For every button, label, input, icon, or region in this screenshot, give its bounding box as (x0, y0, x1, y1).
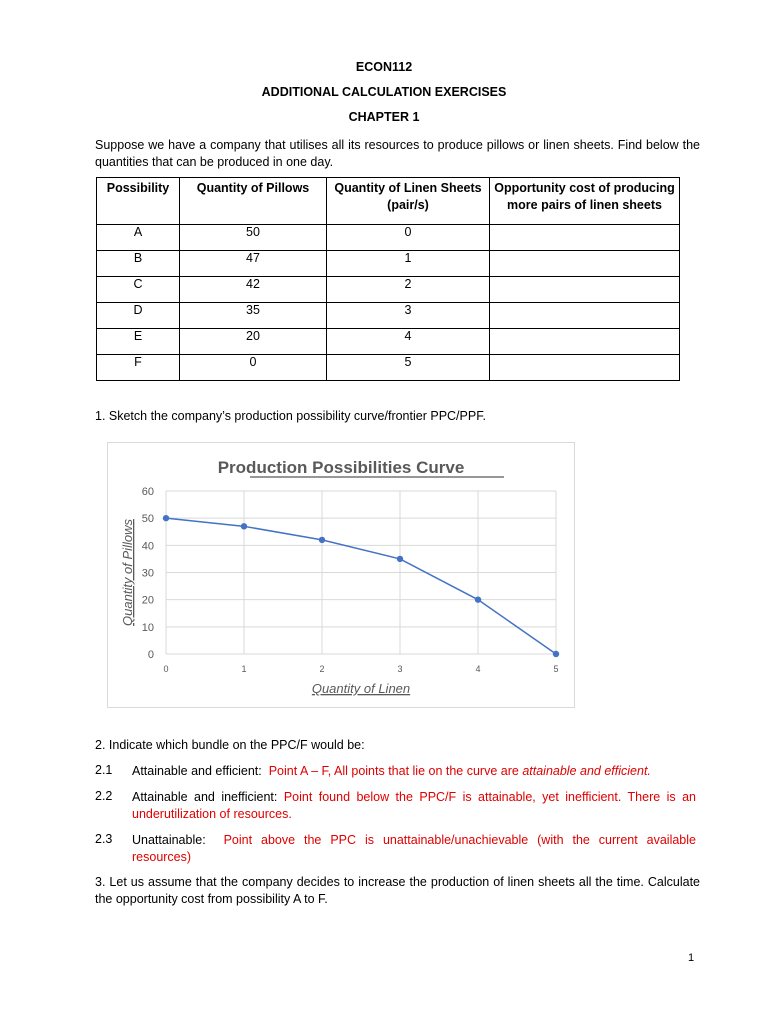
ppc-chart-svg (108, 443, 574, 707)
table-cell: C (97, 277, 180, 303)
x-tick-label: 0 (163, 664, 169, 674)
table-cell: F (97, 355, 180, 381)
chapter-heading: CHAPTER 1 (348, 110, 420, 124)
header-possibility: Possibility (97, 178, 180, 225)
table-cell: 3 (327, 303, 490, 329)
table-cell: 1 (327, 251, 490, 277)
table-cell (490, 303, 680, 329)
table-cell (490, 329, 680, 355)
header-pillows: Quantity of Pillows (180, 178, 327, 225)
table-cell: B (97, 251, 180, 277)
answer-2-3-label: Unattainable: (132, 833, 206, 847)
table-row (97, 251, 680, 277)
question-1: 1. Sketch the company’s production possibility curve/frontier PPC/PPF. (95, 409, 486, 423)
possibilities-table (96, 177, 680, 381)
answer-2-2-label: Attainable and inefficient: (132, 790, 278, 804)
data-point (475, 596, 481, 602)
answer-2-1-text: Point A – F, All points that lie on the curve are (268, 764, 523, 778)
question-3: 3. Let us assume that the company decides to increase the production of linen sheets all the time. Calculate the opportunity cost from possibility A to F. (95, 875, 700, 906)
data-point (241, 523, 247, 529)
table-cell: E (97, 329, 180, 355)
y-tick-label: 0 (147, 649, 154, 661)
data-point (163, 515, 169, 521)
series-line (166, 518, 556, 654)
page-number: 1 (688, 952, 695, 964)
y-tick-label: 20 (141, 594, 154, 607)
table-cell: A (97, 225, 180, 251)
table-cell (490, 225, 680, 251)
x-tick-label: 4 (475, 664, 481, 674)
chart-title: Production Possibilities Curve (217, 458, 465, 477)
intro-paragraph: Suppose we have a company that utilises all its resources to produce pillows or linen sheets. Find below the quantities that can be produced in one day. (95, 138, 700, 169)
table-row (97, 329, 680, 355)
table-row (97, 225, 680, 251)
y-tick-label: 10 (141, 621, 154, 634)
table-row (97, 303, 680, 329)
table-cell (490, 277, 680, 303)
table-cell: 42 (180, 277, 327, 303)
header-linen: Quantity of Linen Sheets (pair/s) (327, 178, 490, 225)
question-2: 2. Indicate which bundle on the PPC/F would be: (95, 738, 365, 752)
header-opportunity-cost: Opportunity cost of producing more pairs of linen sheets (490, 178, 680, 225)
table-cell: 5 (327, 355, 490, 381)
x-tick-label: 1 (241, 664, 247, 674)
answer-2-2-text: Point found below the PPC/F is attainable, yet inefficient. There is an underutilization of resources. (132, 790, 696, 821)
answer-2-2 (132, 789, 696, 822)
table-row (97, 277, 680, 303)
y-tick-label: 50 (141, 513, 154, 526)
answer-2-1-number: 2.1 (95, 763, 113, 777)
answer-2-1-label: Attainable and efficient: (132, 764, 262, 778)
data-point (319, 537, 325, 543)
table-row (97, 355, 680, 381)
y-tick-label: 30 (141, 567, 154, 580)
answer-2-3-text: Point above the PPC is unattainable/unachievable (with the current available resources) (132, 833, 696, 864)
y-axis-label: Quantity of Pillows (120, 519, 135, 626)
table-cell: 4 (327, 329, 490, 355)
y-tick-label: 40 (141, 540, 154, 553)
table-cell: 2 (327, 277, 490, 303)
ppc-chart (107, 442, 575, 708)
data-point (397, 556, 403, 562)
x-tick-label: 2 (319, 664, 325, 674)
table-cell (490, 355, 680, 381)
course-code: ECON112 (355, 60, 413, 74)
y-tick-label: 60 (141, 486, 154, 498)
table-cell (490, 251, 680, 277)
x-tick-label: 5 (553, 664, 559, 674)
answer-2-1-italic: attainable and efficient. (522, 764, 651, 778)
document-subtitle: ADDITIONAL CALCULATION EXERCISES (261, 85, 507, 99)
x-axis-label: Quantity of Linen (311, 681, 411, 696)
table-cell: D (97, 303, 180, 329)
answer-2-3 (132, 832, 696, 865)
table-cell: 0 (180, 355, 327, 381)
answer-2-1 (132, 763, 696, 780)
table-header-row (97, 178, 680, 225)
x-tick-label: 3 (397, 664, 403, 674)
table-cell: 50 (180, 225, 327, 251)
table-cell: 35 (180, 303, 327, 329)
table-cell: 0 (327, 225, 490, 251)
table-cell: 47 (180, 251, 327, 277)
answer-2-2-number: 2.2 (95, 789, 113, 803)
answer-2-3-number: 2.3 (95, 832, 113, 846)
data-point (553, 651, 559, 657)
table-cell: 20 (180, 329, 327, 355)
